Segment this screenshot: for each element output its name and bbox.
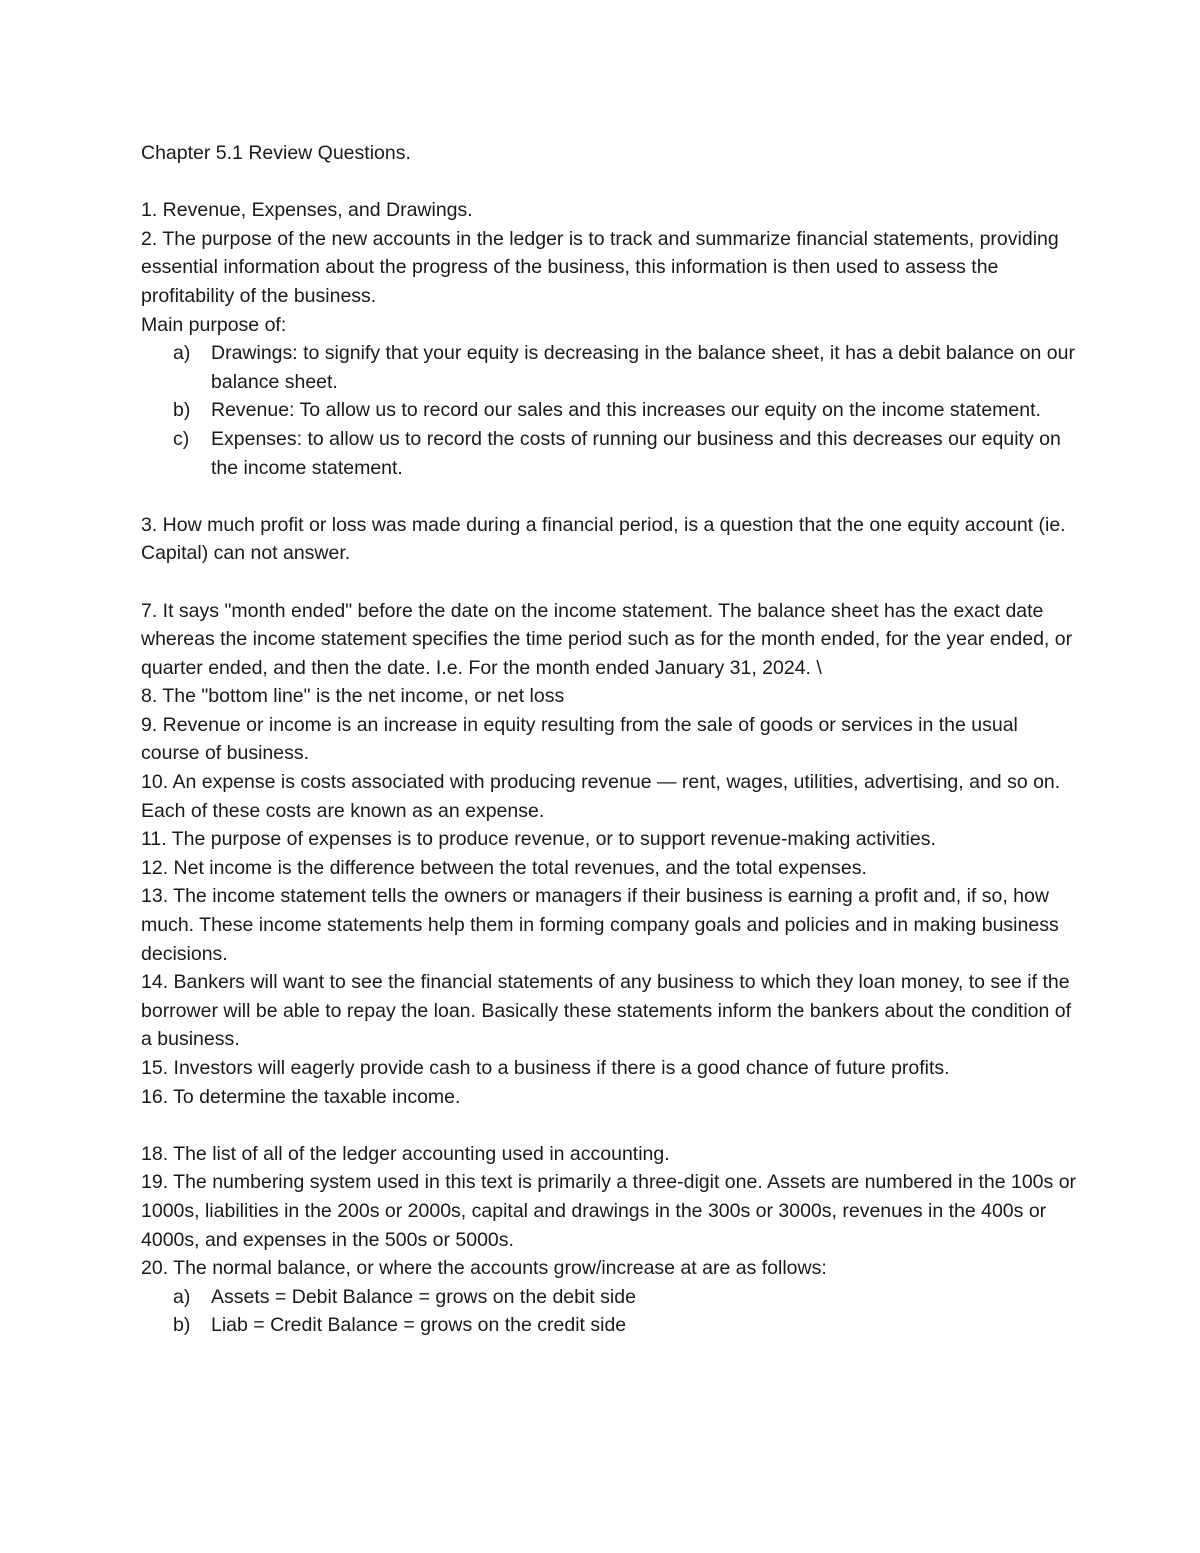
- answer-15: 15. Investors will eagerly provide cash to a business if there is a good chance of future profits.: [141, 1057, 950, 1079]
- document-page: [141, 139, 1081, 1340]
- answer-14: 14. Bankers will want to see the financial statements of any business to which they loan money, to see if the borrower will be able to repay the loan. Basically these statements inform the bankers about the condition of a business.: [141, 971, 1072, 1051]
- list-item-text: Assets = Debit Balance = grows on the debit side: [211, 1285, 636, 1308]
- answer-1: 1. Revenue, Expenses, and Drawings.: [141, 199, 473, 222]
- list-item-text: Expenses: to allow us to record the costs of running our business and this decreases our equity on the income statement.: [211, 427, 1061, 479]
- answer-13: 13. The income statement tells the owners or managers if their business is earning a profit and, if so, how much. These income statements help them in forming company goals and policies and in making business decisions.: [141, 885, 1059, 965]
- answer-8: 8. The "bottom line" is the net income, or net loss: [141, 685, 565, 708]
- answer-20: 20. The normal balance, or where the accounts grow/increase at are as follows:: [141, 1257, 827, 1280]
- list-marker: b): [173, 1314, 191, 1337]
- balance-list: [141, 1283, 1081, 1340]
- answer-3: 3. How much profit or loss was made during a financial period, is a question that the one equity account (ie. Capital) can not answer.: [141, 513, 1066, 565]
- answer-18: 18. The list of all of the ledger accounting used in accounting.: [141, 1142, 670, 1165]
- spacer: [141, 568, 1081, 597]
- answer-7: 7. It says "month ended" before the date on the income statement. The balance sheet has the exact date whereas the income statement specifies the time period such as for the month ended, for the year ended, or quarter ended, and then the date. I.e. For the month ended January 31, 2024. \: [141, 599, 1073, 679]
- list-item: [141, 1283, 1081, 1312]
- list-item: [141, 425, 1081, 482]
- list-item-text: Revenue: To allow us to record our sales and this increases our equity on the income statement.: [211, 399, 1041, 422]
- answer-19: 19. The numbering system used in this text is primarily a three-digit one. Assets are numbered in the 100s or 1000s, liabilities in the 200s or 2000s, capital and drawings in the 300s or 3000s, revenues in the 400s or 4000s, and expenses in the 500s or 5000s.: [141, 1171, 1077, 1251]
- list-marker: a): [173, 1285, 191, 1308]
- answer-12: 12. Net income is the difference between the total revenues, and the total expenses.: [141, 856, 867, 879]
- list-item: [141, 1311, 1081, 1340]
- spacer: [141, 168, 1081, 197]
- spacer: [141, 1111, 1081, 1140]
- list-item-text: Liab = Credit Balance = grows on the credit side: [211, 1314, 627, 1337]
- answer-16: 16. To determine the taxable income.: [141, 1085, 461, 1108]
- list-item: [141, 396, 1081, 425]
- spacer: [141, 482, 1081, 511]
- answer-10: 10. An expense is costs associated with producing revenue — rent, wages, utilities, advertising, and so on. Each of these costs are known as an expense.: [141, 771, 1061, 822]
- answer-9: 9. Revenue or income is an increase in equity resulting from the sale of goods or services in the usual course of business.: [141, 713, 1018, 765]
- list-marker: b): [173, 399, 191, 422]
- list-marker: c): [173, 427, 190, 450]
- list-item: [141, 339, 1081, 396]
- purpose-list: [141, 339, 1081, 482]
- answer-2: 2. The purpose of the new accounts in the ledger is to track and summarize financial statements, providing essential information about the progress of the business, this information is then used to assess the profitability of the business.: [141, 227, 1059, 307]
- list-marker: a): [173, 342, 191, 365]
- document-title: Chapter 5.1 Review Questions.: [141, 142, 411, 164]
- answer-11: 11. The purpose of expenses is to produce revenue, or to support revenue-making activities.: [141, 828, 936, 851]
- main-purpose-heading: Main purpose of:: [141, 313, 287, 336]
- list-item-text: Drawings: to signify that your equity is decreasing in the balance sheet, it has a debit balance on our balance sheet.: [211, 342, 1075, 393]
